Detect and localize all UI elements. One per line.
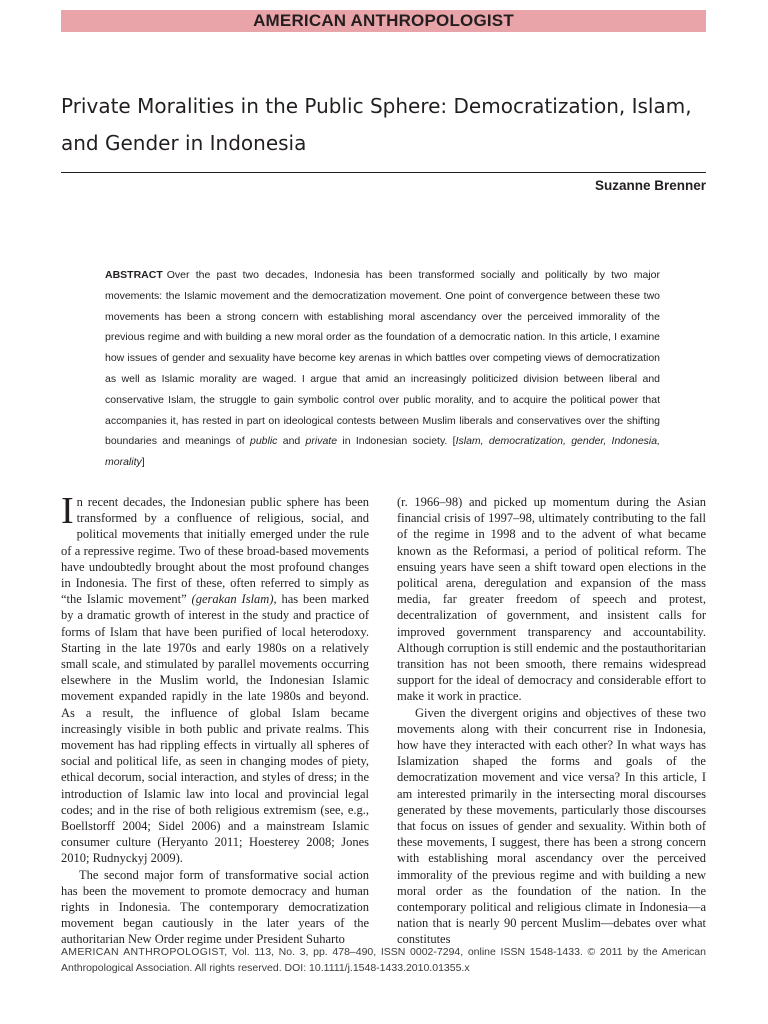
body-paragraph-1-em: (gerakan Islam),	[191, 592, 277, 607]
abstract-and: and	[277, 435, 306, 448]
body-paragraph-1	[61, 490, 369, 867]
journal-banner	[61, 10, 706, 32]
footer-journal: AMERICAN ANTHROPOLOGIST,	[61, 946, 228, 958]
abstract-label: ABSTRACT	[105, 269, 163, 281]
abstract	[105, 265, 660, 473]
body-paragraph-2: The second major form of transformative social action has been the movement to promote democracy and human rights in Indonesia. The contemporary democratization movement began cautiously in the later years of the authoritarian New Order regime under President Suharto	[61, 867, 369, 947]
body-column-left	[61, 490, 369, 948]
body-paragraph-4: Given the divergent origins and objectives of these two movements along with their concurrent rise in Indonesia, how have they interacted with each other? In what ways has Islamization shaped the forms and goals of the democratization movement and vice versa? In this article, I am interested primarily in the intersecting moral discourses generated by these movements, particularly those discourses that focus on issues of gender and sexuality. Within both of these movements, I suggest, there has been a strong concern with establishing moral ascendancy over the perceived immorality of the previous regime and with building a new moral order as the foundation of the nation. In the contemporary political and religious climate in Indonesia—a nation that is nearly 90 percent Muslim—debates over what constitutes	[397, 705, 706, 947]
abstract-text-end: in Indonesian society. [	[337, 435, 456, 448]
body-paragraph-3: (r. 1966–98) and picked up momentum during the Asian financial crisis of 1997–98, ultimately contributing to the fall of the regime in 1998 and to the advent of what became known as the Reformasi, a period of political reform. The ensuing years have seen a shift toward open elections in the political arena, deregulation and expansion of the mass media, far greater freedom of speech and protest, decentralization of government, and insistent calls for improved government transparency and accountability. Although corruption is still endemic and the postauthoritarian transition has not been smooth, there remains widespread support for the ideal of democracy and considerable effort to make it work in practice.	[397, 495, 706, 704]
author-name: Suzanne Brenner	[594, 178, 706, 193]
abstract-text: Over the past two decades, Indonesia has been transformed socially and politically by two major movements: the Islamic movement and the democratization movement. One point of convergence between these two movements has been a strong concern with establishing moral ascendancy over the perceived immorality of the previous regime and with building a new moral order as the foundation of a democratic nation. In this article, I examine how issues of gender and sexuality have become key arenas in which battles over competing views of democratization as well as Islamic morality are waged. I argue that amid an increasingly politicized division between liberal and conservative Islam, the struggle to gain symbolic control over public morality, and to acquire the political power that accompanies it, has rested in part on ideological contests between Muslim liberals and conservatives over the shifting boundaries and meanings of	[105, 269, 660, 448]
citation-footer	[61, 944, 706, 976]
body-paragraph-1-text-end: has been marked by a dramatic growth of interest in the study and practice of forms of Islam that have been purified of local heterodoxy. Starting in the late 1970s and early 1980s on a relatively small scale, and stimulated by parallel movements occurring elsewhere in the Muslim world, the Indonesian Islamic movement expanded rapidly in the late 1980s and beyond. As a result, the influence of global Islam became increasingly visible in both public and private realms. This movement has had rippling effects in virtually all spheres of social and political life, as seen in changing modes of piety, ethical decorum, social interaction, and styles of dress; in the introduction of Islamic law into local and provincial legal codes; and in the rise of both religious extremism (see, e.g., Boellstorff 2004; Sidel 2006) and a mainstream Islamic consumer culture (Heryanto 2011; Hoesterey 2008; Jones 2010; Rudnyckyj 2009).	[61, 592, 369, 866]
drop-cap: I	[61, 490, 74, 532]
body-column-right	[397, 494, 706, 948]
article-title: Private Moralities in the Public Sphere: Democratization, Islam, and Gender in Indonesia	[61, 94, 692, 155]
abstract-em-public: public	[249, 435, 278, 448]
body-paragraph-1-text: n recent decades, the Indonesian public sphere has been transformed by a confluence of religious, social, and political movements that initially emerged under the rule of a repressive regime. Two of these broad-based movements have undoubtedly brought about the most profound changes in Indonesia. The first of these, often referred to simply as “the Islamic movement”	[61, 495, 369, 607]
title-rule	[61, 172, 706, 173]
abstract-em-private: private	[305, 435, 338, 448]
journal-name: AMERICAN ANTHROPOLOGIST	[253, 11, 514, 30]
abstract-close: ]	[141, 456, 145, 469]
footer-citation: Vol. 113, No. 3, pp. 478–490, ISSN 0002-7294, online ISSN 1548-1433. © 2011 by the American Anthropological Association. All rights reserved. DOI: 10.1111/j.1548-1433.2010.01355.x	[61, 946, 706, 974]
abstract-keywords: Islam, democratization, gender, Indonesia, morality	[105, 435, 661, 469]
